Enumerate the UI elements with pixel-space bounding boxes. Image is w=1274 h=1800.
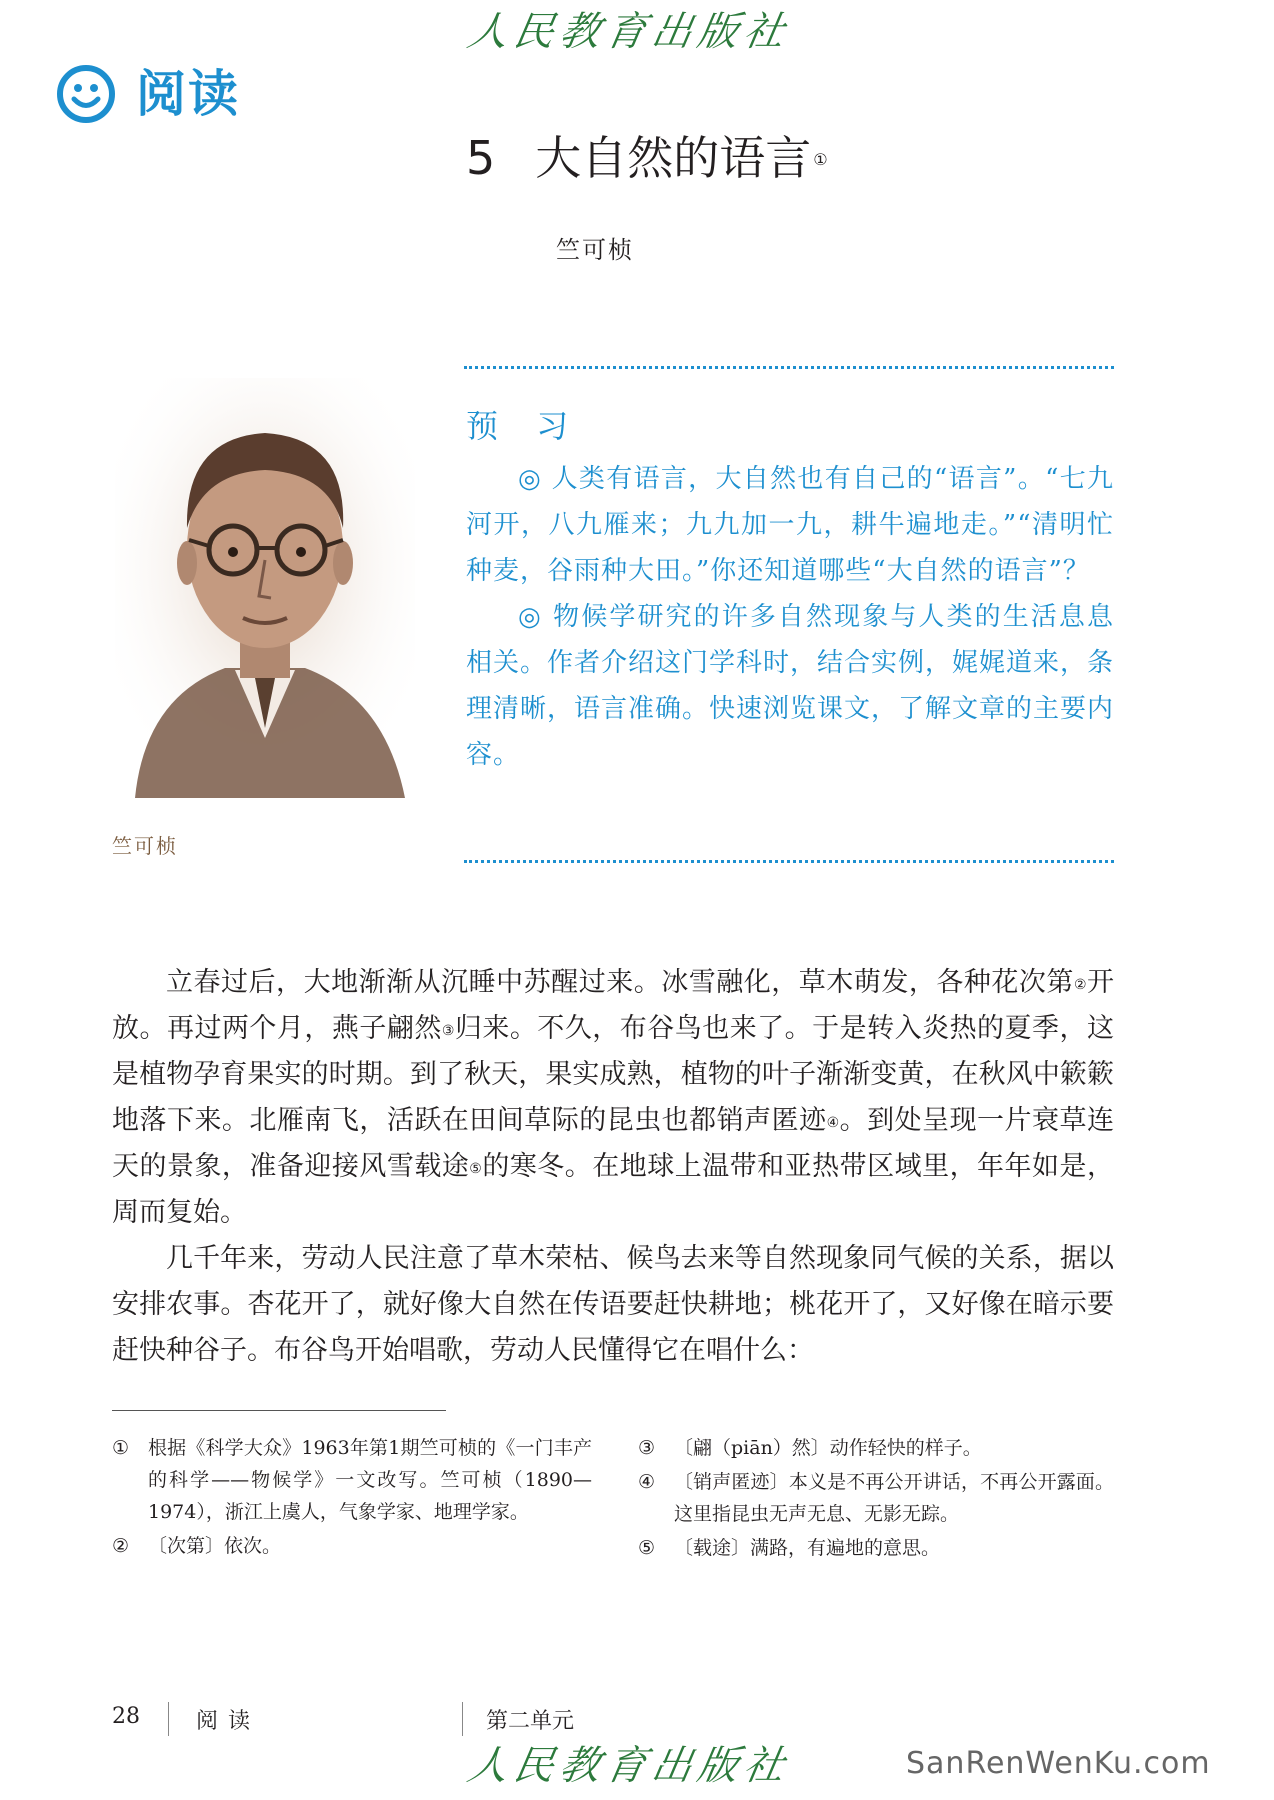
footer-unit-label: 第二单元 [486,1709,575,1734]
page-footer [112,1700,1012,1740]
footnotes-left-column [112,1432,592,1564]
footnote-marker: ② [112,1535,130,1557]
body-paragraph-2: 几千年来，劳动人民注意了草木荣枯、候鸟去来等自然现象同气候的关系，据以安排农事。杏花开了，就好像大自然在传语要赶快耕地；桃花开了，又好像在暗示要赶快种谷子。布谷鸟开始唱歌，劳动人民懂得它在唱什么： [112,1243,1114,1366]
footer-section-label: 阅读 [196,1709,261,1734]
footnote-text: 〔次第〕依次。 [148,1535,282,1557]
author-name: 竺可桢 [556,236,634,264]
footnote-marker: ③ [638,1437,656,1459]
footnote [112,1432,592,1528]
preview-top-divider [464,366,1114,369]
preview-bottom-divider [464,860,1114,863]
footnote-text: 〔载途〕满路，有遍地的意思。 [674,1537,941,1559]
article-body [112,960,1114,1374]
site-watermark: SanRenWenKu.com [906,1746,1211,1781]
footnote-divider [112,1410,446,1411]
publisher-logo-top: 人民教育出版社 [463,9,795,55]
section-badge [56,64,240,124]
lesson-title-text: 大自然的语言 [535,131,812,185]
footnote [638,1532,1114,1564]
publisher-logo-bottom: 人民教育出版社 [463,1743,795,1789]
smiley-face-icon [56,64,116,124]
footnote-text: 根据《科学大众》1963年第1期竺可桢的《一门丰产的科学——物候学》一文改写。竺可桢（1890—1974），浙江上虞人，气象学家、地理学家。 [148,1437,592,1523]
page-number: 28 [112,1704,140,1729]
footnote [638,1432,1114,1464]
lesson-number: 5 [466,131,496,185]
footnote-ref-4[interactable]: ④ [826,1115,840,1131]
footnote [112,1530,592,1562]
footnote-text: 〔翩（piān）然〕动作轻快的样子。 [674,1437,982,1459]
footnote-marker: ④ [638,1471,656,1493]
footnote-text: 〔销声匿迹〕本义是不再公开讲话，不再公开露面。这里指昆虫无声无息、无影无踪。 [674,1471,1114,1525]
author-portrait [115,378,415,798]
title-footnote-marker[interactable]: ① [813,150,828,169]
preview-section [466,402,1114,778]
footnote-marker: ⑤ [638,1537,656,1559]
footnote-ref-5[interactable]: ⑤ [469,1161,483,1177]
lesson-title [466,128,828,188]
footnote-ref-2[interactable]: ② [1073,977,1088,993]
section-label: 阅读 [136,65,240,123]
footer-separator [168,1702,169,1736]
body-paragraph-1: 立春过后，大地渐渐从沉睡中苏醒过来。冰雪融化，草木萌发，各种花次第②开放。再过两个月，燕子翩然③归来。不久，布谷鸟也来了。于是转入炎热的夏季，这是植物孕育果实的时期。到了秋天，果实成熟，植物的叶子渐渐变黄，在秋风中簌簌地落下来。北雁南飞，活跃在田间草际的昆虫也都销声匿迹④。到处呈现一片衰草连天的景象，准备迎接风雪载途⑤的寒冬。在地球上温带和亚热带区域里，年年如是，周而复始。 [112,967,1115,1228]
preview-paragraph-2: ◎ 物候学研究的许多自然现象与人类的生活息息相关。作者介绍这门学科时，结合实例，娓娓道来，条理清晰，语言准确。快速浏览课文，了解文章的主要内容。 [466,602,1115,770]
portrait-caption: 竺可桢 [112,834,178,858]
footnote-marker: ① [112,1437,130,1459]
footnotes-right-column [638,1432,1114,1566]
preview-heading: 预 习 [466,407,583,445]
preview-paragraph-1: ◎ 人类有语言，大自然也有自己的“语言”。“七九河开，八九雁来；九九加一九，耕牛遍地走。”“清明忙种麦，谷雨种大田。”你还知道哪些“大自然的语言”？ [466,464,1114,586]
footnote [638,1466,1114,1530]
footnote-ref-3[interactable]: ③ [441,1023,455,1039]
footer-separator [462,1702,463,1736]
